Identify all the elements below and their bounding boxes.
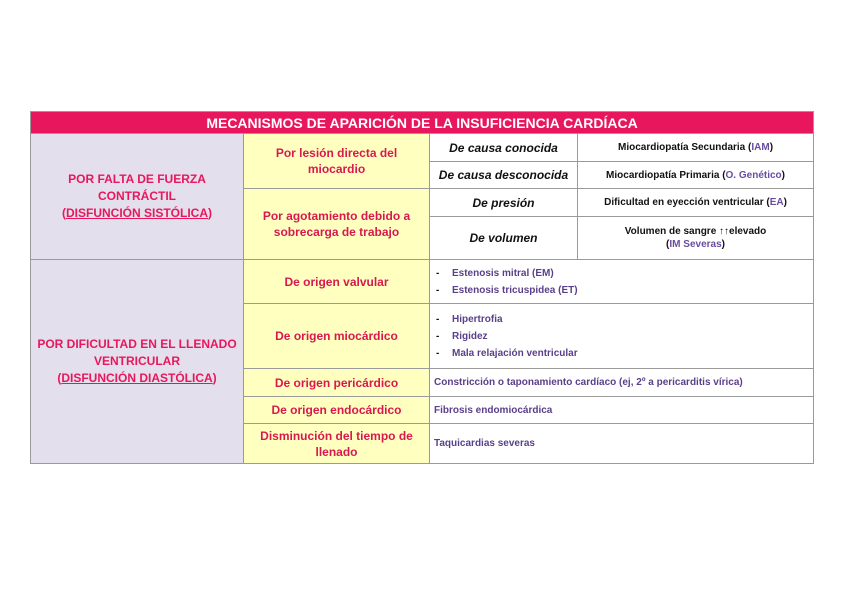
mechanism-valvular: De origen valvular bbox=[244, 260, 430, 304]
cause-description: Dificultad en eyección ventricular (EA) bbox=[578, 189, 814, 217]
cause-type: De presión bbox=[430, 189, 578, 217]
mechanism-endocardial: De origen endocárdico bbox=[244, 397, 430, 424]
mechanism-overload: Por agotamiento debido a sobrecarga de trabajo bbox=[244, 189, 430, 260]
cause-text: Constricción o taponamiento cardíaco (ej, 2º a pericarditis vírica) bbox=[430, 369, 814, 397]
mechanism-filling-time: Disminución del tiempo de llenado bbox=[244, 424, 430, 464]
cause-type: De causa desconocida bbox=[430, 162, 578, 189]
table-title: MECANISMOS DE APARICIÓN DE LA INSUFICIENCIA CARDÍACA bbox=[31, 112, 814, 134]
group-sublabel: (DISFUNCIÓN DIASTÓLICA) bbox=[57, 371, 217, 385]
mechanism-direct-lesion: Por lesión directa del miocardio bbox=[244, 134, 430, 189]
group-label: POR DIFICULTAD EN EL LLENADO VENTRICULAR bbox=[37, 337, 237, 368]
cause-list bbox=[430, 260, 814, 304]
group-label: POR FALTA DE FUERZA CONTRÁCTIL bbox=[68, 172, 206, 203]
cause-description: Miocardiopatía Secundaria (IAM) bbox=[578, 134, 814, 162]
list-item: - Hipertrofia bbox=[434, 311, 809, 328]
mechanism-myocardial: De origen miocárdico bbox=[244, 304, 430, 369]
list-item: - Estenosis tricuspidea (ET) bbox=[434, 282, 809, 299]
group-sublabel: (DISFUNCIÓN SISTÓLICA) bbox=[61, 206, 212, 220]
cause-text: Fibrosis endomiocárdica bbox=[430, 397, 814, 424]
group-diastolic bbox=[31, 260, 244, 464]
cause-type: De volumen bbox=[430, 217, 578, 260]
cause-list bbox=[430, 304, 814, 369]
list-item: - Rigidez bbox=[434, 328, 809, 345]
mechanism-pericardial: De origen pericárdico bbox=[244, 369, 430, 397]
mechanisms-table bbox=[30, 111, 814, 464]
cause-description: Miocardiopatía Primaria (O. Genético) bbox=[578, 162, 814, 189]
cause-description: Volumen de sangre ↑↑elevado (IM Severas) bbox=[578, 217, 814, 260]
group-systolic bbox=[31, 134, 244, 260]
list-item: - Estenosis mitral (EM) bbox=[434, 265, 809, 282]
list-item: - Mala relajación ventricular bbox=[434, 345, 809, 362]
cause-type: De causa conocida bbox=[430, 134, 578, 162]
cause-text: Taquicardias severas bbox=[430, 424, 814, 464]
